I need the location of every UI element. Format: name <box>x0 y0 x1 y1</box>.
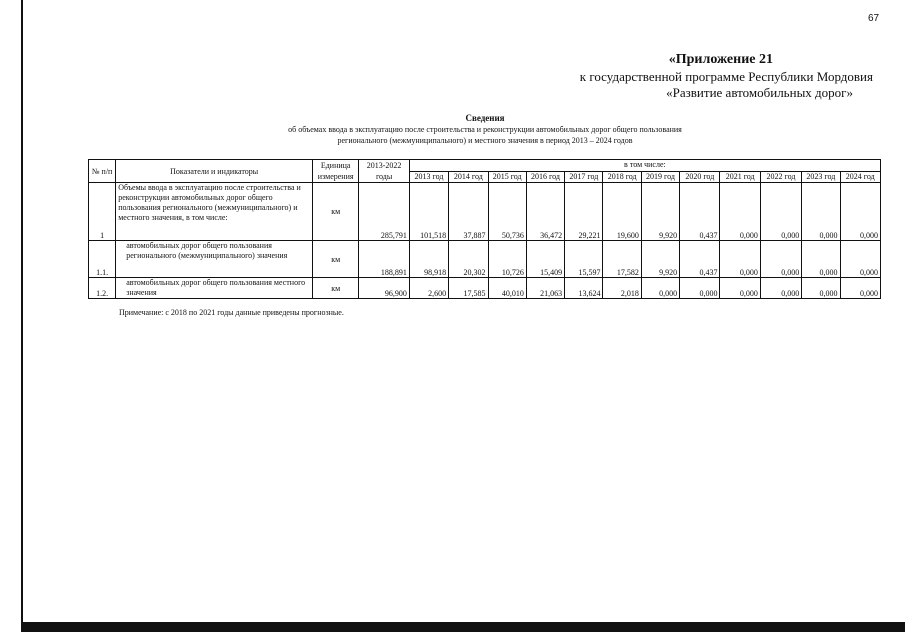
table-note: Примечание: с 2018 по 2021 годы данные приведены прогнозные. <box>119 308 344 317</box>
header-year: 2020 год <box>680 171 720 183</box>
header-year: 2023 год <box>802 171 840 183</box>
row-value: 2,600 <box>409 278 448 299</box>
row-value: 0,000 <box>802 278 840 299</box>
row-value: 0,000 <box>720 241 760 278</box>
row-value: 13,624 <box>565 278 603 299</box>
row-number: 1 <box>89 183 116 241</box>
appendix-program: к государственной программе Республики Мордовия <box>579 69 873 84</box>
header-year: 2018 год <box>603 171 641 183</box>
row-value: 21,063 <box>526 278 564 299</box>
header-year: 2013 год <box>409 171 448 183</box>
data-table <box>88 159 881 299</box>
row-value: 0,000 <box>720 278 760 299</box>
row-value: 17,585 <box>449 278 488 299</box>
row-value: 40,010 <box>488 278 526 299</box>
header-num: № п/п <box>89 160 116 183</box>
header-year: 2015 год <box>488 171 526 183</box>
row-value: 0,000 <box>680 278 720 299</box>
appendix-title: «Приложение 21 <box>668 52 773 67</box>
row-unit: км <box>312 241 358 278</box>
heading-title: Сведения <box>465 113 505 123</box>
row-value: 0,000 <box>641 278 679 299</box>
row-number: 1.1. <box>89 241 116 278</box>
row-value: 0,000 <box>840 183 880 241</box>
page-number: 67 <box>868 13 880 24</box>
row-unit: км <box>312 183 358 241</box>
row-value: 0,000 <box>840 278 880 299</box>
header-year: 2024 год <box>840 171 880 183</box>
header-total: 2013-2022 годы <box>359 160 409 183</box>
row-value: 15,409 <box>526 241 564 278</box>
row-value: 17,582 <box>603 241 641 278</box>
row-value: 0,000 <box>802 241 840 278</box>
header-unit: Единица измерения <box>312 160 358 183</box>
row-value: 10,726 <box>488 241 526 278</box>
row-total: 96,900 <box>359 278 409 299</box>
appendix-header <box>580 51 873 101</box>
row-value: 37,887 <box>449 183 488 241</box>
document-heading <box>180 113 790 146</box>
row-value: 0,000 <box>760 183 801 241</box>
row-number: 1.2. <box>89 278 116 299</box>
row-value: 0,000 <box>760 278 801 299</box>
row-value: 0,437 <box>680 183 720 241</box>
row-value: 9,920 <box>641 183 679 241</box>
page-left-border <box>21 0 23 632</box>
page-bottom-edge <box>21 622 905 632</box>
row-value: 29,221 <box>565 183 603 241</box>
table-row <box>89 241 881 278</box>
header-year: 2014 год <box>449 171 488 183</box>
table-row <box>89 278 881 299</box>
header-year: 2019 год <box>641 171 679 183</box>
row-value: 0,000 <box>760 241 801 278</box>
header-year: 2017 год <box>565 171 603 183</box>
header-year: 2022 год <box>760 171 801 183</box>
row-value: 2,018 <box>603 278 641 299</box>
row-value: 98,918 <box>409 241 448 278</box>
row-value: 0,000 <box>840 241 880 278</box>
heading-subtitle-2: регионального (межмуниципального) и местного значения в период 2013 – 2024 годов <box>337 136 633 145</box>
row-unit: км <box>312 278 358 299</box>
header-including: в том числе: <box>409 160 880 172</box>
row-total: 188,891 <box>359 241 409 278</box>
row-value: 15,597 <box>565 241 603 278</box>
row-indicator: автомобильных дорог общего пользования регионального (межмуниципального) значения <box>116 241 313 278</box>
row-value: 19,600 <box>603 183 641 241</box>
row-indicator: Объемы ввода в эксплуатацию после строительства и реконструкции автомобильных дорог общего пользования регионального (межмуниципального) и местного значения, в том числе: <box>116 183 313 241</box>
row-total: 285,791 <box>359 183 409 241</box>
row-indicator: автомобильных дорог общего пользования местного значения <box>116 278 313 299</box>
table-row <box>89 183 881 241</box>
header-indicator: Показатели и индикаторы <box>116 160 313 183</box>
appendix-program-name: «Развитие автомобильных дорог» <box>666 85 853 100</box>
row-value: 0,000 <box>720 183 760 241</box>
row-value: 50,736 <box>488 183 526 241</box>
row-value: 0,000 <box>802 183 840 241</box>
heading-subtitle-1: об объемах ввода в эксплуатацию после строительства и реконструкции автомобильных дорог общего пользования <box>288 125 682 134</box>
row-value: 101,518 <box>409 183 448 241</box>
row-value: 0,437 <box>680 241 720 278</box>
row-value: 20,302 <box>449 241 488 278</box>
row-value: 36,472 <box>526 183 564 241</box>
header-year: 2016 год <box>526 171 564 183</box>
header-year: 2021 год <box>720 171 760 183</box>
row-value: 9,920 <box>641 241 679 278</box>
